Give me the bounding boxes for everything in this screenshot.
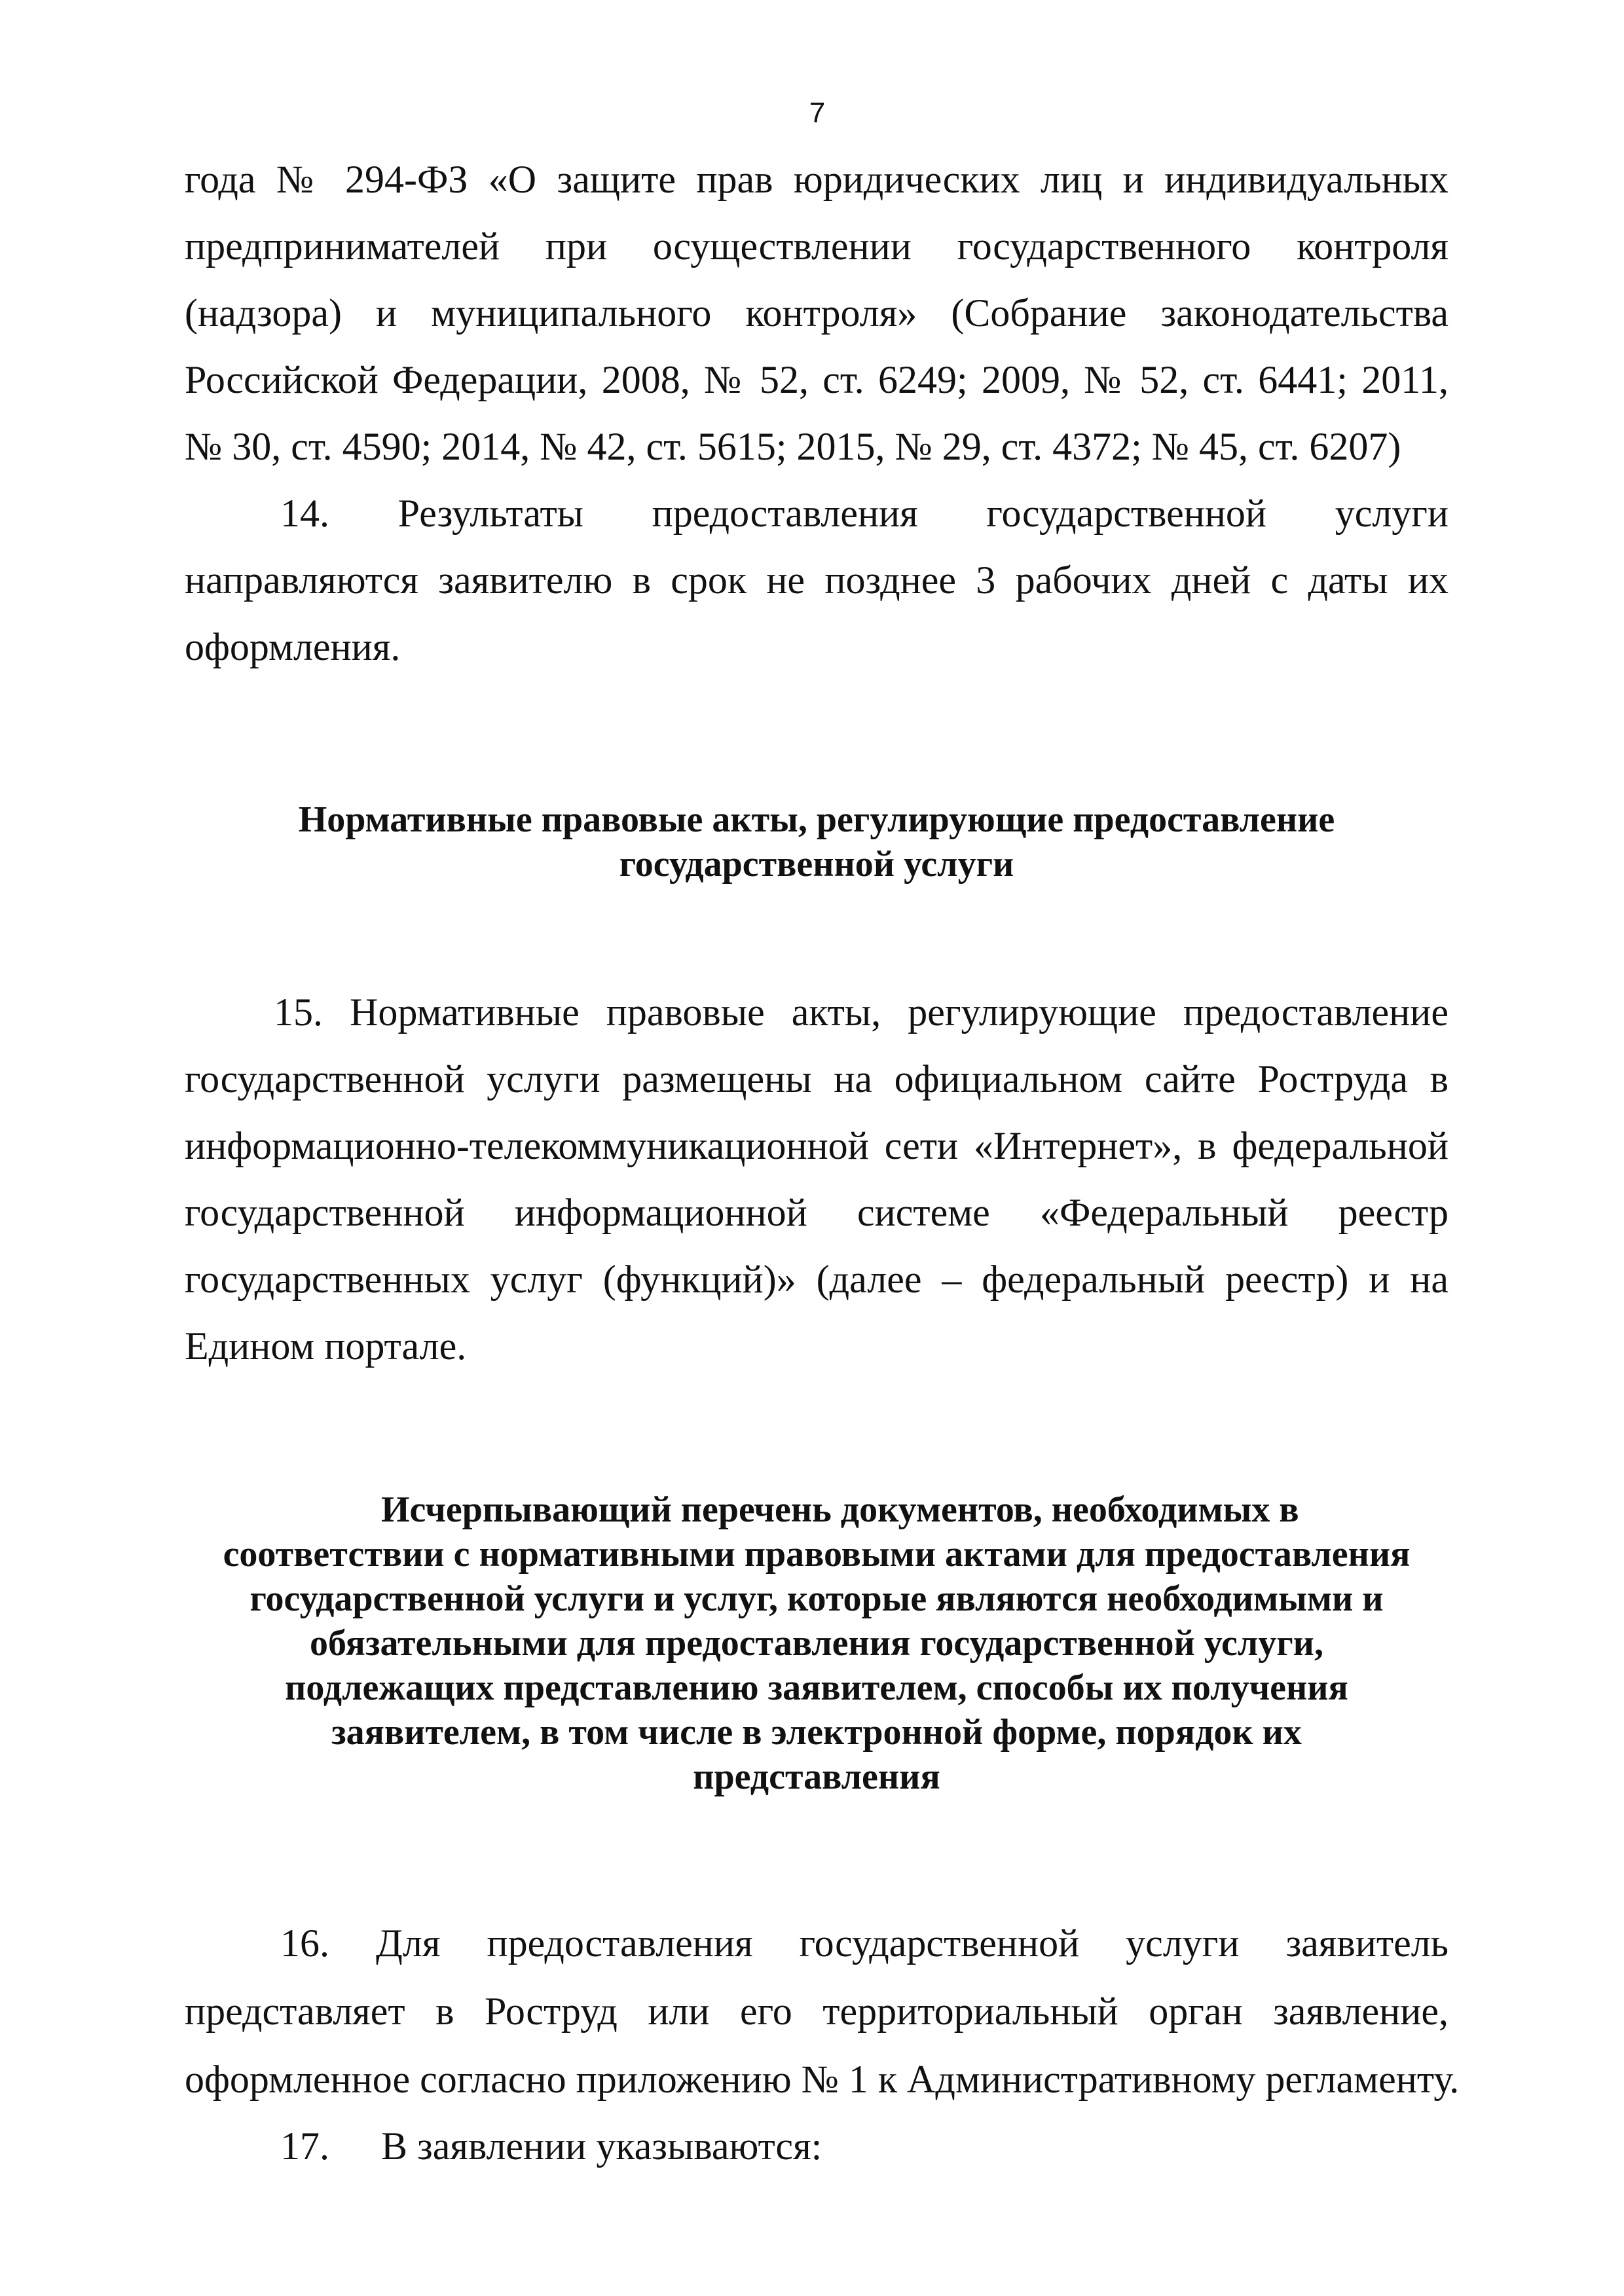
heading-1-line-1: Нормативные правовые акты, регулирующие предоставление <box>298 799 1335 840</box>
section-heading-documents-list <box>185 1487 1449 1799</box>
heading-2-line-1: Исчерпывающий перечень документов, необходимых в <box>381 1489 1299 1530</box>
item-15-line-6: Едином портале. <box>185 1324 467 1368</box>
section-heading-normative-acts <box>185 797 1449 886</box>
item-15-line-4: государственной информационной системе «Федеральный реестр <box>185 1191 1449 1234</box>
item-15-line-2: государственной услуги размещены на официальном сайте Роструда в <box>185 1057 1449 1101</box>
heading-2-line-7: представления <box>693 1757 940 1797</box>
heading-2-line-6: заявителем, в том числе в электронной форме, порядок их <box>331 1712 1302 1753</box>
heading-1-line-2: государственной услуги <box>619 844 1014 884</box>
item-15-line-3: информационно-телекоммуникационной сети «Интернет», в федеральной <box>185 1124 1449 1167</box>
item-14-line-2: направляются заявителю в срок не позднее 3 рабочих дней с даты их <box>185 558 1449 602</box>
intro-line-1: года № 294-ФЗ «О защите прав юридических лиц и индивидуальных <box>185 158 1449 201</box>
heading-2-line-4: обязательными для предоставления государственной услуги, <box>310 1623 1323 1664</box>
item-17-text: В заявлении указываются: <box>381 2124 822 2168</box>
heading-2-line-2: соответствии с нормативными правовыми актами для предоставления <box>223 1534 1411 1575</box>
item-14-line-1: 14. Результаты предоставления государственной услуги <box>280 492 1449 535</box>
item-16-line-2: представляет в Роструд или его территориальный орган заявление, <box>185 1990 1449 2033</box>
page-number: 7 <box>809 97 826 129</box>
item-15-line-1: 15. Нормативные правовые акты, регулирующие предоставление <box>274 991 1449 1034</box>
intro-line-3: (надзора) и муниципального контроля» (Собрание законодательства <box>185 291 1449 335</box>
intro-line-2: предпринимателей при осуществлении государственного контроля <box>185 225 1449 268</box>
item-16-line-1: 16. Для предоставления государственной услуги заявитель <box>280 1922 1449 1965</box>
heading-2-line-5: подлежащих представлению заявителем, способы их получения <box>285 1667 1348 1708</box>
item-16-line-3: оформленное согласно приложению № 1 к Административному регламенту. <box>185 2058 1460 2101</box>
item-14-line-3: оформления. <box>185 625 401 668</box>
heading-2-line-3: государственной услуги и услуг, которые являются необходимыми и <box>249 1578 1384 1619</box>
intro-line-4: Российской Федерации, 2008, № 52, ст. 6249; 2009, № 52, ст. 6441; 2011, <box>185 358 1449 401</box>
item-17-number: 17. <box>280 2124 329 2168</box>
intro-line-5: № 30, ст. 4590; 2014, № 42, ст. 5615; 2015, № 29, ст. 4372; № 45, ст. 6207) <box>185 425 1401 468</box>
item-15-line-5: государственных услуг (функций)» (далее – федеральный реестр) и на <box>185 1258 1449 1301</box>
